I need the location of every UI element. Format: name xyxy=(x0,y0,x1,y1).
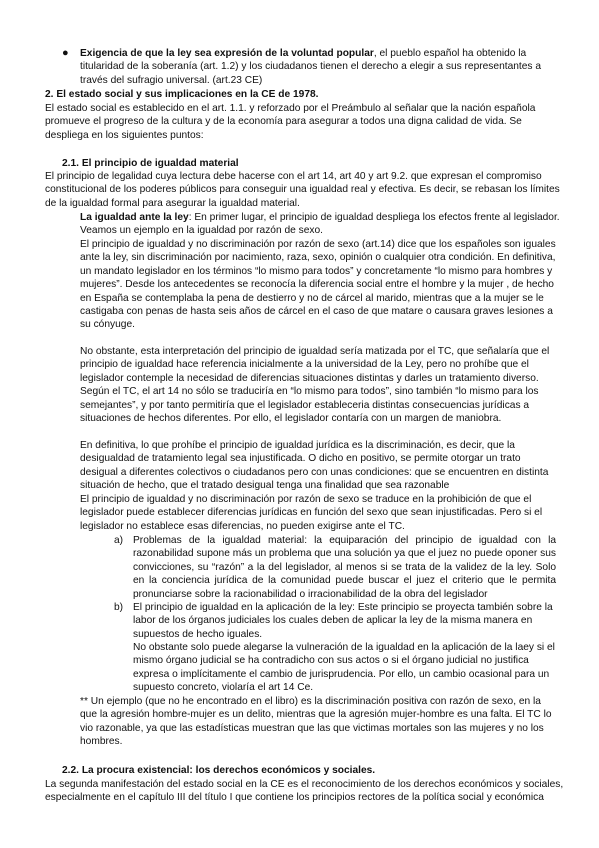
igualdad-ley-text: : En primer lugar, el principio de igualdad despliega los efectos frente al legislador. Veamos un ejemplo en la igualdad por razón de sexo. xyxy=(80,212,560,237)
section-2-2-heading: 2.2. La procura existencial: los derechos económicos y sociales. xyxy=(62,765,376,776)
paragraph-art14: El principio de igualdad y no discriminación por razón de sexo (art.14) dice que los españoles son iguales ante la ley, sin discriminación por nacimiento, raza, sexo, opinión o cualquier otra condición. En definitiva, un mandato legislador en los términos “lo mismo para todos” y concretamente “lo mismo para hombres y mujeres”. Desde los antecedentes se reconocía la diferencia social entre el hombre y la mujer , de hecho en España se contemplaba la pena de destierro y no de cárcel al marido, mientras que a la mujer se le castigaba con penas de hasta seis años de cárcel en el caso de que matare o causara graves lesiones a su cónyuge. xyxy=(80,239,556,331)
section-2-1-heading: 2.1. El principio de igualdad material xyxy=(62,158,239,169)
item-a-marker: a) xyxy=(114,535,124,546)
paragraph-prohibicion: El principio de igualdad y no discriminación por razón de sexo se traduce en la prohibición de que el legislador puede establecer diferencias jurídicas en función del sexo que sean injustificadas. Pero si el legislador no establece esas diferencias, no pueden exigirse ante el TC. xyxy=(80,494,543,532)
igualdad-ley-lead: La igualdad ante la ley xyxy=(80,212,189,223)
example-note: ** Un ejemplo (que no he encontrado en el libro) es la discriminación positiva con razón de sexo, en la que la agresión hombre-mujer es un delito, mientras que la agresión mujer-hombre es una falta. El TC lo vio razonable, ya que las estadísticas muestran que las que victimas mortales son las mujeres y no los hombres. xyxy=(80,696,552,748)
item-b-text-2: No obstante solo puede alegarse la vulneración de la igualdad en la aplicación de la laey si el mismo órgano judicial se ha contradicho con sus actos o si el órgano judicial no justifica expresa o implícitamente el cambio de jurisprudencia. Por ello, un cambio ocasional para un supuesto concreto, violaría el art 14 Ce. xyxy=(133,642,555,694)
bullet-paragraph xyxy=(80,47,550,87)
section-2-intro: El estado social es establecido en el art. 1.1. y reforzado por el Preámbulo al señalar que la nación española promueve el progreso de la cultura y de la economía para asegurar a todos una digna calidad de vida. Se despliega en los siguientes puntos: xyxy=(45,103,536,141)
item-b-text: El principio de igualdad en la aplicación de la ley: Este principio se proyecta también sobre la labor de los órganos judiciales los cuales deben de aplicar la ley de la misma manera en supuestos de hecho iguales. xyxy=(133,602,553,640)
bullet-lead: Exigencia de que la ley sea expresión de la voluntad popular xyxy=(80,48,374,59)
section-2-heading: 2. El estado social y sus implicaciones en la CE de 1978. xyxy=(45,89,319,100)
item-a-text: Problemas de la igualdad material: la equiparación del principio de igualdad con la razonabilidad supone más un problema que una solución ya que el juez no puede oponer sus convicciones, su “razón” a la del legislador, al menos si se trata de la validez de la ley. Solo en la conciencia jurídica de la comunidad puede buscar el juez el criterio que le permita pronunciarse sobre la racionabilidad o irracionabilidad de la obra del legislador xyxy=(133,535,556,600)
igualdad-ley-paragraph xyxy=(80,211,560,238)
section-2-1-intro: El principio de legalidad cuya lectura debe hacerse con el art 14, art 40 y art 9.2. que expresan el compromiso constitucional de los poderes públicos para conseguir una igualdad real y efectiva. Es decir, se rebasan los límites de la igualdad formal para asegurar la igualdad material. xyxy=(45,171,560,209)
item-b-marker: b) xyxy=(114,602,124,613)
section-2-2-text: La segunda manifestación del estado social en la CE es el reconocimiento de los derechos económicos y sociales, especialmente en el capítulo III del título I que contiene los principios rectores de la política social y económica xyxy=(45,779,564,804)
bullet-icon: ● xyxy=(62,47,69,59)
paragraph-discriminacion: En definitiva, lo que prohíbe el principio de igualdad jurídica es la discriminación, es decir, que la desigualdad de tratamiento legal sea injustificada. O dicho en positivo, se permite otorgar un trato desigual a diferentes colectivos o ciudadanos pero con unas condiciones: que se encuentren en distinta situación de hecho, que el tratado desigual tenga una finalidad que sea razonable xyxy=(80,440,549,492)
bullet-text: , el pueblo español ha obtenido la titularidad de la soberanía (art. 1.2) y los ciudadanos tienen el derecho a elegir a sus representantes a través del sufragio universal. (art.23 CE) xyxy=(80,48,541,86)
paragraph-tc-interpretation: No obstante, esta interpretación del principio de igualdad sería matizada por el TC, que señalaría que el principio de igualdad hace referencia inicialmente a la universidad de la Ley, pero no prohíbe que el legislador contemple la necesidad de diferencias situaciones distintas y darles un tratamiento diverso. Según el TC, el art 14 no sólo se traduciría en “lo mismo para todos”, sino también “lo mismo para los semejantes”, y por tanto permitiría que el legislador estableceria distintas consecuencias jurídicas a situaciones de hechos diferentes. Por ello, el legislador contaría con un margen de maniobra. xyxy=(80,346,550,425)
